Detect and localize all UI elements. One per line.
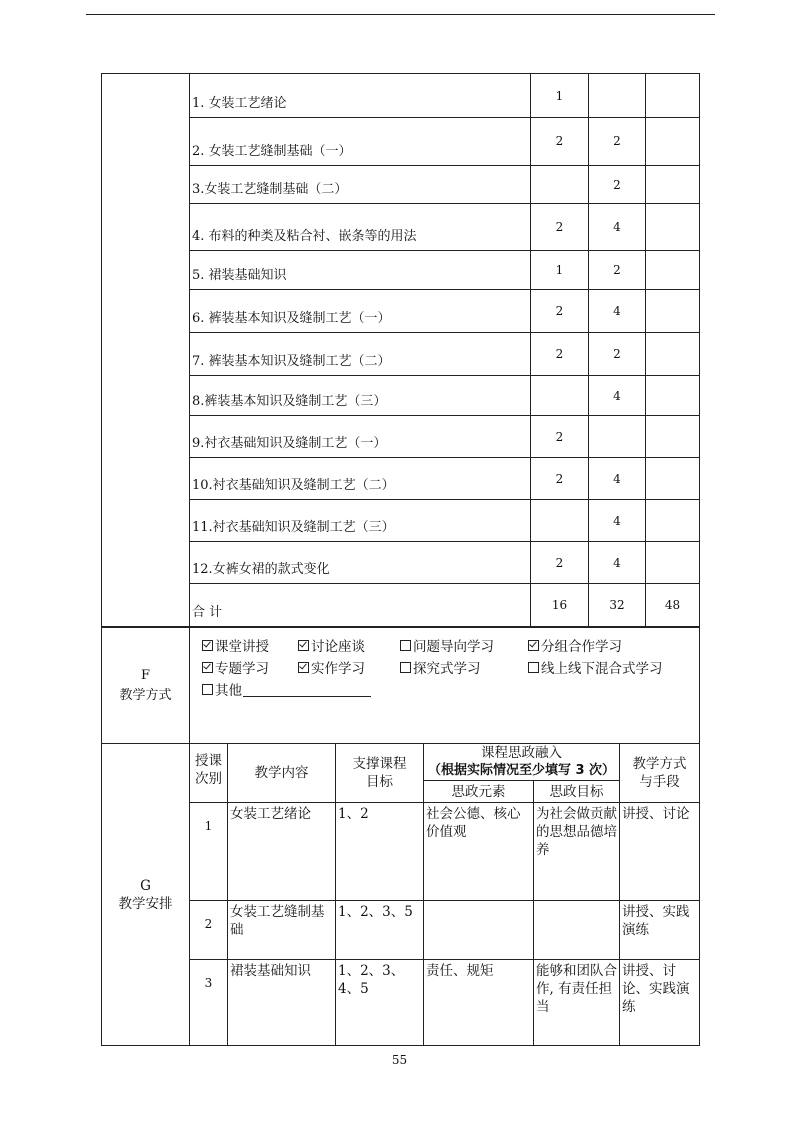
other-fill-blank[interactable]: [243, 682, 371, 697]
header-objectives: 支撑课程目标: [336, 744, 424, 803]
method-option[interactable]: [202, 657, 298, 677]
header-ideology-main: 课程思政融入: [481, 745, 562, 761]
section-e-label-cell: [102, 74, 190, 627]
course-item-hours-c3: [646, 166, 700, 204]
course-item-hours-c2: 2: [589, 118, 646, 166]
row-content: 裙装基础知识: [228, 960, 336, 1046]
course-item-hours-c2: 4: [589, 204, 646, 251]
header-ideology: [424, 744, 620, 781]
course-item-title: 3.女装工艺缝制基础（二）: [190, 166, 531, 204]
checked-box-icon[interactable]: [298, 640, 309, 651]
row-objectives: 1、2: [336, 803, 424, 901]
course-item-hours-c1: 2: [531, 333, 589, 376]
course-item-hours-c1: [531, 166, 589, 204]
course-item-hours-c2: 2: [589, 251, 646, 290]
row-objectives: 1、2、3、5: [336, 901, 424, 960]
section-f-label: [102, 628, 190, 744]
schedule-row: [102, 960, 700, 1046]
course-item-title: 12.女裤女裙的款式变化: [190, 542, 531, 584]
course-item-hours-c3: [646, 416, 700, 458]
course-item-hours-c2: [589, 74, 646, 118]
course-item-row: [102, 500, 700, 542]
course-item-title: 1. 女装工艺绪论: [190, 74, 531, 118]
course-item-hours-c1: 1: [531, 74, 589, 118]
course-item-row: [102, 416, 700, 458]
course-item-title: 6. 裤装基本知识及缝制工艺（一）: [190, 290, 531, 333]
method-option-label: 课堂讲授: [215, 639, 269, 655]
course-item-hours-c3: [646, 290, 700, 333]
unchecked-box-icon[interactable]: [528, 662, 539, 673]
course-item-title: 8.裤装基本知识及缝制工艺（三）: [190, 376, 531, 416]
row-elements: 责任、规矩: [424, 960, 534, 1046]
course-item-hours-c1: 2: [531, 204, 589, 251]
header-rule: [86, 14, 715, 15]
course-item-row: [102, 333, 700, 376]
course-item-hours-c3: [646, 376, 700, 416]
course-item-row: [102, 542, 700, 584]
course-item-row: [102, 458, 700, 500]
course-item-hours-c2: 2: [589, 166, 646, 204]
header-elements: 思政元素: [424, 781, 534, 803]
course-item-title: 4. 布料的种类及粘合衬、嵌条等的用法: [190, 204, 531, 251]
course-item-title: 2. 女装工艺缝制基础（一）: [190, 118, 531, 166]
total-hours-c3: 48: [646, 584, 700, 627]
course-item-hours-c1: [531, 500, 589, 542]
section-g-title: 教学安排: [118, 895, 173, 912]
course-item-hours-c1: 2: [531, 542, 589, 584]
course-item-title: 10.衬衣基础知识及缝制工艺（二）: [190, 458, 531, 500]
method-option-label: 线上线下混合式学习: [541, 661, 663, 677]
header-goals: 思政目标: [534, 781, 620, 803]
course-item-title: 9.衬衣基础知识及缝制工艺（一）: [190, 416, 531, 458]
section-g-letter: G: [140, 877, 151, 894]
row-content: 女装工艺绪论: [228, 803, 336, 901]
section-f-letter: F: [140, 667, 151, 683]
method-option-label: 探究式学习: [413, 661, 481, 677]
unchecked-box-icon[interactable]: [400, 640, 411, 651]
header-methods: 教学方式与手段: [620, 744, 700, 803]
course-item-hours-c1: 2: [531, 118, 589, 166]
method-option-label: 讨论座谈: [311, 639, 365, 655]
course-hours-table: [101, 73, 700, 627]
course-item-hours-c3: [646, 251, 700, 290]
course-item-hours-c3: [646, 204, 700, 251]
row-goals: 为社会做贡献的思想品德培养: [534, 803, 620, 901]
section-g-label: [102, 744, 190, 1046]
row-methods: 讲授、实践演练: [620, 901, 700, 960]
course-item-hours-c2: 4: [589, 290, 646, 333]
method-option[interactable]: [202, 635, 298, 655]
method-option-label: 实作学习: [311, 661, 365, 677]
method-option-label: 其他: [215, 683, 242, 699]
schedule-row: [102, 803, 700, 901]
course-item-row: [102, 376, 700, 416]
course-item-row: [102, 251, 700, 290]
course-item-hours-c1: 2: [531, 416, 589, 458]
row-elements: [424, 901, 534, 960]
row-session: 1: [190, 803, 228, 901]
course-item-row: [102, 74, 700, 118]
course-item-hours-c3: [646, 74, 700, 118]
course-item-hours-c2: 4: [589, 376, 646, 416]
row-goals: [534, 901, 620, 960]
header-session: 授课次别: [190, 744, 228, 803]
course-item-hours-c2: 4: [589, 500, 646, 542]
unchecked-box-icon[interactable]: [400, 662, 411, 673]
course-item-title: 7. 裤装基本知识及缝制工艺（二）: [190, 333, 531, 376]
course-item-row: [102, 204, 700, 251]
section-f-title: 教学方式: [119, 687, 172, 703]
total-hours-c2: 32: [589, 584, 646, 627]
course-item-row: [102, 166, 700, 204]
teaching-methods-table: [101, 627, 700, 744]
course-item-hours-c1: 1: [531, 251, 589, 290]
header-ideology-note: （根据实际情况至少填写 3 次）: [427, 763, 616, 778]
checked-box-icon[interactable]: [202, 640, 213, 651]
method-option[interactable]: [202, 679, 371, 699]
course-item-hours-c3: [646, 500, 700, 542]
page-number: 55: [391, 1053, 408, 1067]
course-item-hours-c3: [646, 118, 700, 166]
course-item-hours-c2: 2: [589, 333, 646, 376]
total-label: 合 计: [190, 584, 531, 627]
method-option[interactable]: [400, 635, 528, 655]
row-objectives: 1、2、3、4、5: [336, 960, 424, 1046]
row-goals: 能够和团队合作, 有责任担当: [534, 960, 620, 1046]
row-content: 女装工艺缝制基础: [228, 901, 336, 960]
course-item-hours-c3: [646, 458, 700, 500]
course-item-row: [102, 290, 700, 333]
course-item-hours-c3: [646, 542, 700, 584]
course-item-hours-c1: 2: [531, 290, 589, 333]
schedule-row: [102, 901, 700, 960]
row-session: 2: [190, 901, 228, 960]
checked-box-icon[interactable]: [298, 662, 309, 673]
course-item-hours-c2: [589, 416, 646, 458]
method-option-label: 分组合作学习: [541, 639, 622, 655]
course-item-title: 5. 裙装基础知识: [190, 251, 531, 290]
course-item-hours-c2: 4: [589, 458, 646, 500]
row-elements: 社会公德、核心价值观: [424, 803, 534, 901]
row-session: 3: [190, 960, 228, 1046]
method-option[interactable]: [298, 657, 400, 677]
teaching-methods-options: [190, 628, 700, 744]
total-hours-c1: 16: [531, 584, 589, 627]
checked-box-icon[interactable]: [528, 640, 539, 651]
course-item-hours-c1: [531, 376, 589, 416]
course-item-hours-c2: 4: [589, 542, 646, 584]
method-option[interactable]: [528, 635, 668, 655]
teaching-schedule-table: [101, 743, 700, 1046]
unchecked-box-icon[interactable]: [202, 684, 213, 695]
course-item-title: 11.衬衣基础知识及缝制工艺（三）: [190, 500, 531, 542]
method-option[interactable]: [400, 657, 528, 677]
checked-box-icon[interactable]: [202, 662, 213, 673]
course-item-hours-c1: 2: [531, 458, 589, 500]
method-option-label: 专题学习: [215, 661, 269, 677]
method-option[interactable]: [298, 635, 400, 655]
course-item-row: [102, 118, 700, 166]
row-methods: 讲授、讨论、实践演练: [620, 960, 700, 1046]
header-content: 教学内容: [228, 744, 336, 803]
method-option-label: 问题导向学习: [413, 639, 494, 655]
method-option[interactable]: [528, 657, 668, 677]
course-item-hours-c3: [646, 333, 700, 376]
row-methods: 讲授、讨论: [620, 803, 700, 901]
total-row: [102, 584, 700, 627]
